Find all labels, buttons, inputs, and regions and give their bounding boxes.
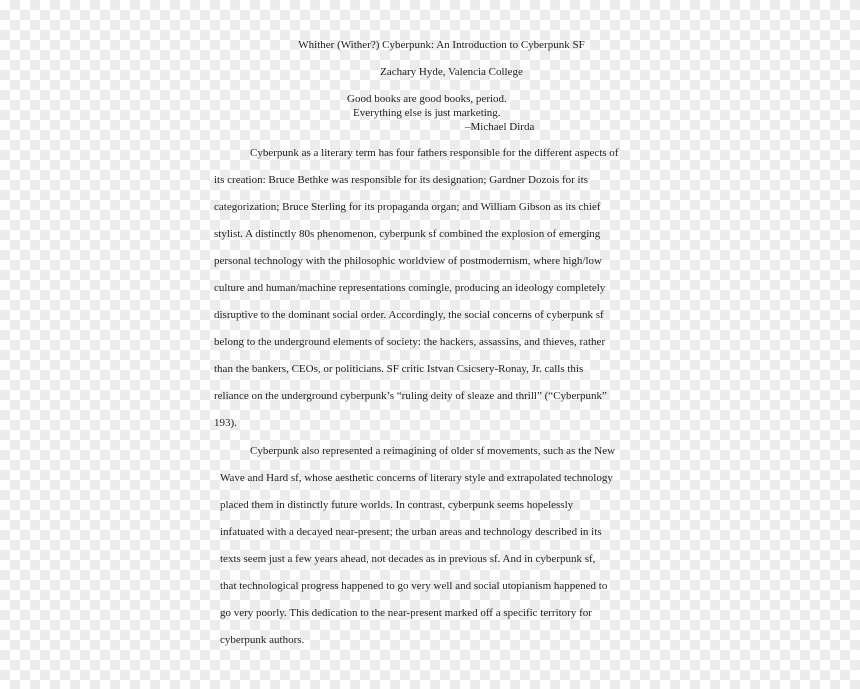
paragraph-line: than the bankers, CEOs, or politicians. SF critic Istvan Csicsery-Ronay, Jr. calls this [214,363,584,375]
paragraph-2 [220,438,646,654]
epigraph-line-1: Good books are good books, period. [347,93,507,105]
epigraph-attribution: –Michael Dirda [465,121,535,133]
paragraph-line: stylist. A distinctly 80s phenomenon, cyberpunk sf combined the explosion of emerging [214,228,601,240]
paragraph-line: cyberpunk authors. [220,634,305,646]
paragraph-line: categorization; Bruce Sterling for its propaganda organ; and William Gibson as its chief [214,201,601,213]
paragraph-line: Cyberpunk as a literary term has four fathers responsible for the different aspects of [250,147,619,159]
paragraph-line: its creation: Bruce Bethke was responsible for its designation; Gardner Dozois for its [214,174,588,186]
paragraph-line: disruptive to the dominant social order. Accordingly, the social concerns of cyberpunk sf [214,309,604,321]
paragraph-line: Wave and Hard sf, whose aesthetic concerns of literary style and extrapolated technology [220,472,613,484]
paragraph-line: culture and human/machine representations comingle, producing an ideology completely [214,282,606,294]
paragraph-line: Cyberpunk also represented a reimagining of older sf movements, such as the New [250,445,616,457]
paragraph-line: 193). [214,417,237,429]
paragraph-line: reliance on the underground cyberpunk’s “ruling deity of sleaze and thrill” (“Cyberpunk” [214,390,607,402]
paragraph-line: texts seem just a few years ahead, not decades as in previous sf. And in cyberpunk sf, [220,553,596,565]
epigraph-line-2: Everything else is just marketing. [353,107,501,119]
paragraph-line: personal technology with the philosophic worldview of postmodernism, where high/low [214,255,602,267]
paper-title: Whither (Wither?) Cyberpunk: An Introduction to Cyberpunk SF [298,39,585,51]
paragraph-line: go very poorly. This dedication to the near-present marked off a specific territory for [220,607,592,619]
paragraph-line: belong to the underground elements of society: the hackers, assassins, and thieves, rather [214,336,606,348]
paragraph-line: placed them in distinctly future worlds. In contrast, cyberpunk seems hopelessly [220,499,574,511]
paragraph-line: infatuated with a decayed near-present; the urban areas and technology described in its [220,526,602,538]
paragraph-line: that technological progress happened to go very well and social utopianism happened to [220,580,608,592]
paragraph-1 [214,140,646,437]
author-line: Zachary Hyde, Valencia College [380,66,523,78]
